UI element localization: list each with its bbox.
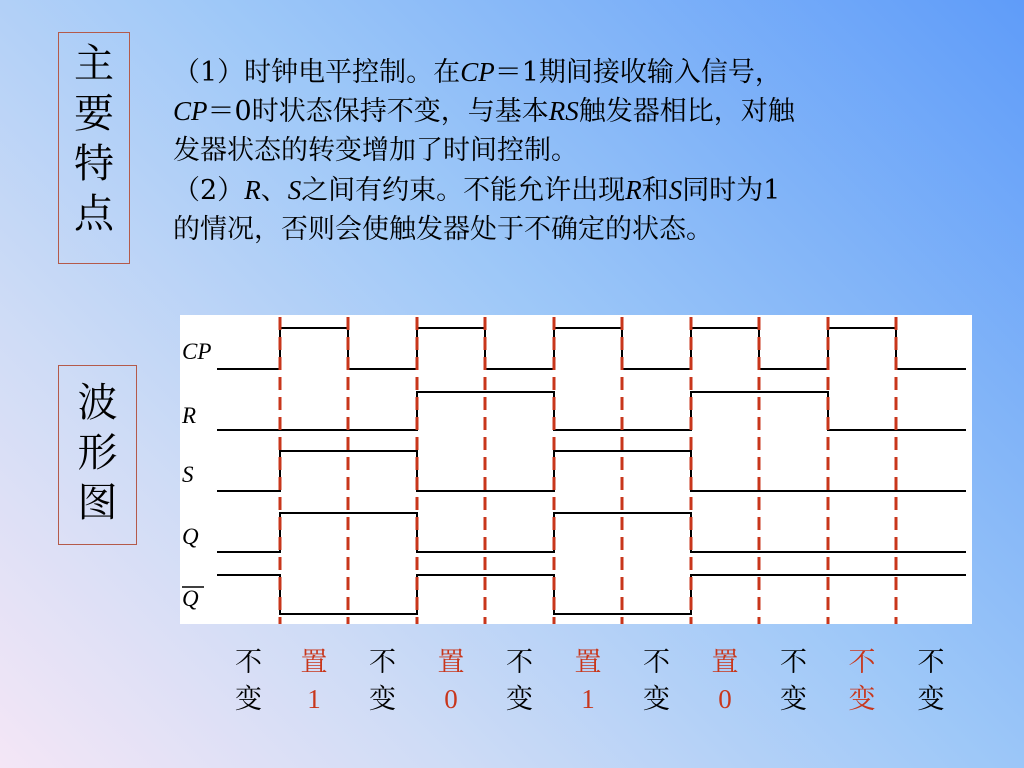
state-annotation — [568, 644, 608, 718]
features-char: 要 — [74, 91, 114, 137]
text-span: 、 — [260, 175, 288, 206]
main-features-title — [58, 32, 130, 264]
signal-trace-q-bar — [217, 575, 966, 614]
timing-diagram-panel — [180, 315, 972, 624]
state-annotation — [294, 644, 334, 718]
waveform-char: 形 — [77, 430, 118, 476]
state-annotation-line: 置 — [574, 647, 602, 678]
text-line — [173, 53, 795, 92]
text-span: 之间有约束。不能允许出现 — [301, 175, 626, 206]
r-term: R — [244, 175, 261, 205]
text-span: ＝0时状态保持不变，与基本 — [207, 96, 549, 127]
text-line — [173, 171, 780, 210]
state-annotation-line: 变 — [848, 684, 876, 715]
state-annotation-line: 置 — [711, 647, 739, 678]
state-annotation-line: 不 — [780, 647, 807, 678]
state-annotation — [363, 644, 403, 718]
signal-label-q-bar: Q — [182, 586, 199, 611]
state-annotation-line: 变 — [643, 684, 670, 715]
text-span: （1）时钟电平控制。在 — [173, 57, 461, 88]
state-annotation-line: 不 — [643, 647, 670, 678]
features-char: 主 — [74, 41, 114, 87]
state-annotation-line: 变 — [780, 684, 807, 715]
text-span: 触发器相比，对触 — [578, 96, 795, 127]
state-annotation — [500, 644, 540, 718]
state-annotation — [637, 644, 677, 718]
features-char: 点 — [74, 191, 114, 237]
state-annotation-line: 置 — [437, 647, 465, 678]
paragraph-constraint — [173, 171, 780, 249]
signal-label-q: Q — [182, 524, 199, 549]
state-annotation — [705, 644, 745, 718]
state-annotation-line: 置 — [300, 647, 328, 678]
paragraph-level-control — [173, 53, 795, 170]
state-annotation-line: 不 — [369, 647, 396, 678]
text-line: 的情况，否则会使触发器处于不确定的状态。 — [173, 214, 713, 245]
s-term: S — [287, 175, 302, 205]
state-annotation-line: 不 — [235, 647, 262, 678]
state-annotation-line: 变 — [917, 684, 945, 715]
signal-label-r: R — [182, 403, 197, 428]
state-annotation-line: 0 — [444, 684, 458, 714]
state-annotation — [431, 644, 471, 718]
signal-trace-r — [217, 392, 966, 430]
signal-label-cp: CP — [182, 339, 212, 364]
state-annotation — [911, 644, 951, 718]
signal-trace-q — [217, 513, 966, 552]
state-annotation-line: 不 — [506, 647, 533, 678]
state-annotation — [842, 644, 882, 718]
cp-term: CP — [173, 96, 208, 126]
text-line: 发器状态的转变增加了时间控制。 — [173, 135, 578, 166]
text-span: 和 — [641, 175, 669, 206]
state-annotation-line: 0 — [718, 684, 732, 714]
timing-diagram — [180, 315, 972, 624]
s-term: S — [668, 175, 683, 205]
waveform-char: 波 — [77, 380, 118, 426]
text-span: ＝1期间接收输入信号， — [494, 57, 782, 88]
r-term: R — [625, 175, 642, 205]
state-annotation — [229, 644, 269, 718]
cp-term: CP — [460, 57, 495, 87]
state-annotation — [774, 644, 814, 718]
waveform-char: 图 — [77, 480, 118, 526]
signal-trace-cp — [217, 328, 966, 369]
signal-trace-s — [217, 451, 966, 491]
text-span: （2） — [173, 175, 245, 206]
state-annotation-line: 变 — [369, 684, 396, 715]
text-line — [173, 92, 795, 131]
state-annotation-line: 变 — [235, 684, 262, 715]
rs-term: RS — [548, 96, 579, 126]
features-char: 特 — [74, 141, 114, 187]
waveform-title — [58, 365, 137, 545]
state-annotation-line: 变 — [506, 684, 533, 715]
state-annotation-line: 不 — [917, 647, 945, 678]
text-span: 同时为1 — [682, 175, 781, 206]
state-annotation-line: 不 — [848, 647, 876, 678]
state-annotation-line: 1 — [581, 684, 595, 714]
state-annotation-line: 1 — [307, 684, 321, 714]
signal-label-s: S — [182, 462, 194, 487]
